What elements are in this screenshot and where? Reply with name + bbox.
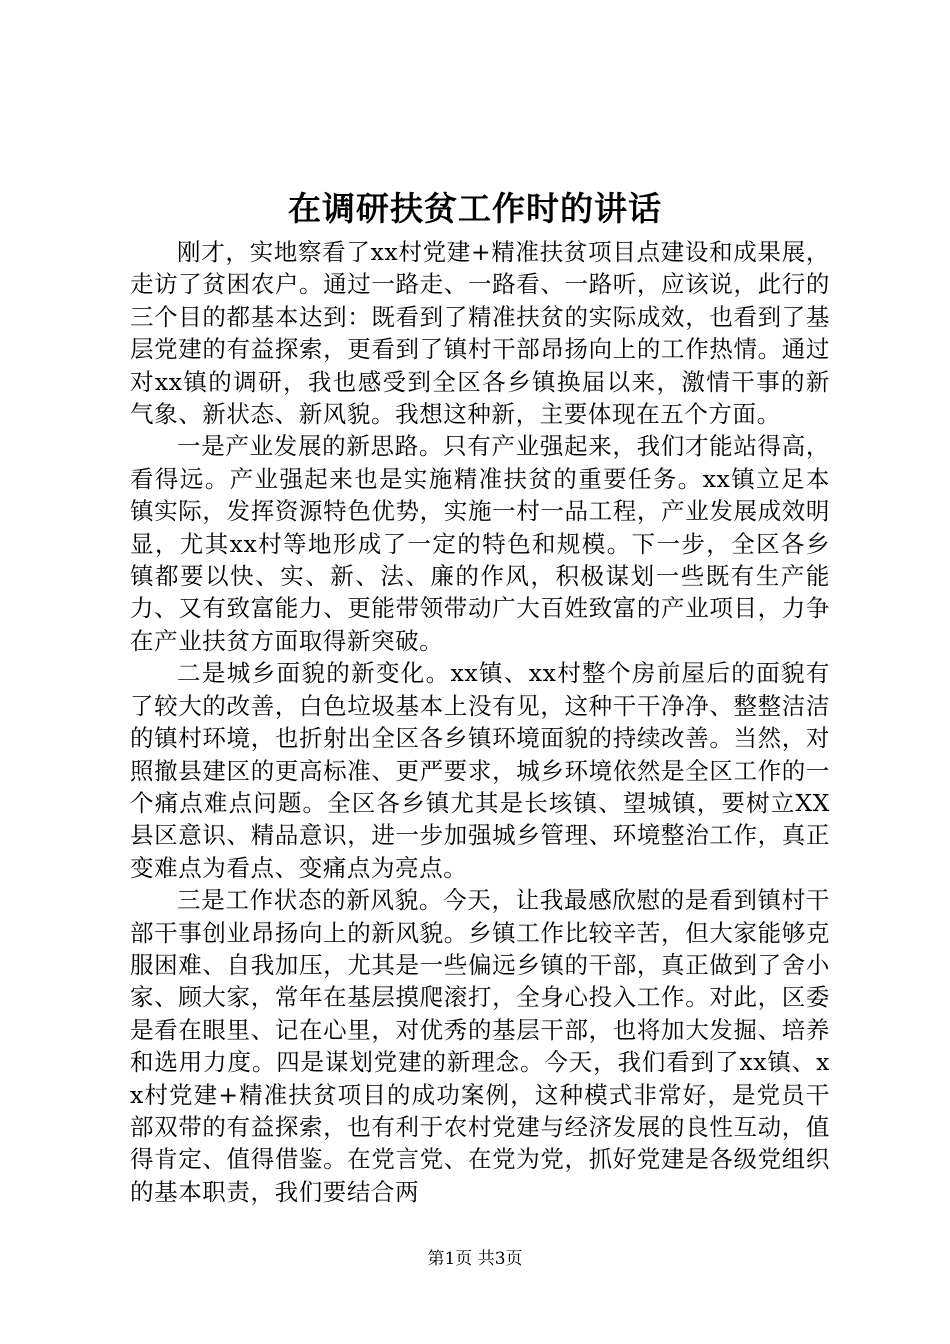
page-number-footer: 第1页 共3页 [427,1249,523,1269]
paragraph-industry: 一是产业发展的新思路。只有产业强起来，我们才能站得高，看得远。产业强起来也是实施精准扶贫的重要任务。xx镇立足本镇实际，发挥资源特色优势，实施一村一品工程，产业发展成效明显，尤其xx村等地形成了一定的特色和规模。下一步，全区各乡镇都要以快、实、新、法、廉的作风，积极谋划一些既有生产能力、又有致富能力、更能带领带动广大百姓致富的产业项目，力争在产业扶贫方面取得新突破。 [130,432,830,655]
paragraph-urban-rural: 二是城乡面貌的新变化。xx镇、xx村整个房前屋后的面貌有了较大的改善，白色垃圾基本上没有见，这种干干净净、整整洁洁的镇村环境，也折射出全区各乡镇环境面貌的持续改善。当然，对照撤县建区的更高标准、更严要求，城乡环境依然是全区工作的一个痛点难点问题。全区各乡镇尤其是长垓镇、望城镇，要树立XX县区意识、精品意识，进一步加强城乡管理、环境整治工作，真正变难点为看点、变痛点为亮点。 [130,659,830,882]
document-body [130,236,830,1208]
document-title: 在调研扶贫工作时的讲话 [288,189,662,228]
paragraph-intro: 刚才，实地察看了xx村党建+精准扶贫项目点建设和成果展，走访了贫困农户。通过一路走、一路看、一路听，应该说，此行的三个目的都基本达到：既看到了精准扶贫的实际成效，也看到了基层党建的有益探索，更看到了镇村干部昂扬向上的工作热情。通过对xx镇的调研，我也感受到全区各乡镇换届以来，激情干事的新气象、新状态、新风貌。我想这种新，主要体现在五个方面。 [130,238,830,429]
paragraph-work-style: 三是工作状态的新风貌。今天，让我最感欣慰的是看到镇村干部干事创业昂扬向上的新风貌。乡镇工作比较辛苦，但大家能够克服困难、自我加压，尤其是一些偏远乡镇的干部，真正做到了舍小家、顾大家，常年在基层摸爬滚打，全身心投入工作。对此，区委是看在眼里、记在心里，对优秀的基层干部，也将加大发掘、培养和选用力度。四是谋划党建的新理念。今天，我们看到了xx镇、xx村党建+精准扶贫项目的成功案例，这种模式非常好，是党员干部双带的有益探索，也有利于农村党建与经济发展的良性互动，值得肯定、值得借鉴。在党言党、在党为党，抓好党建是各级党组织的基本职责，我们要结合两 [130,886,830,1206]
